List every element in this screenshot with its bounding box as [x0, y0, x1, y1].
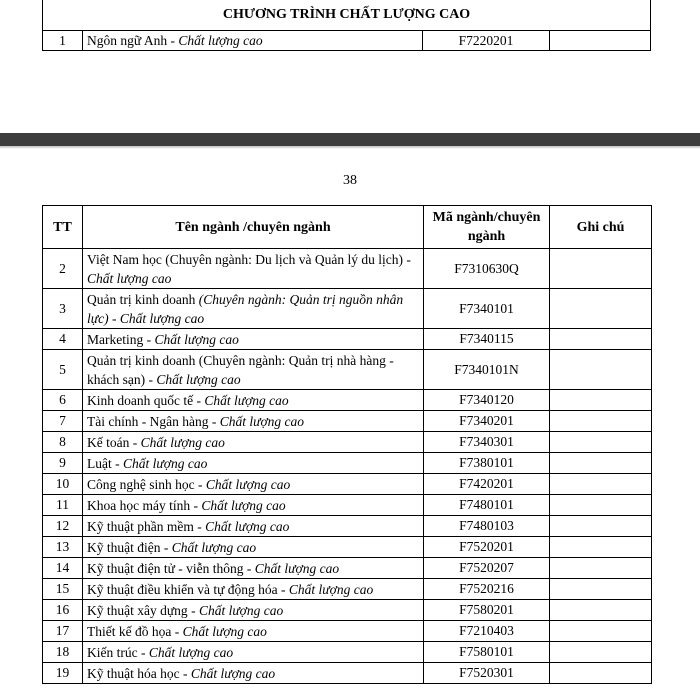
row-name: Kinh doanh quốc tế - Chất lượng cao	[83, 390, 424, 411]
page-separator-shadow	[0, 146, 700, 149]
row-tt: 11	[43, 495, 83, 516]
row-code: F7380101	[424, 453, 550, 474]
row-note	[550, 642, 652, 663]
row-tt: 19	[43, 663, 83, 684]
row-tt: 10	[43, 474, 83, 495]
row-note	[550, 31, 651, 51]
row-tt: 4	[43, 329, 83, 350]
row-name-suffix: Chất lượng cao	[288, 581, 374, 597]
row-name: Khoa học máy tính - Chất lượng cao	[83, 495, 424, 516]
row-note	[550, 390, 652, 411]
row-note	[550, 558, 652, 579]
row-name-text: Kinh doanh quốc tế	[87, 392, 194, 408]
row-name: Quản trị kinh doanh (Chuyên ngành: Quản trị nhà hàng - khách sạn) - Chất lượng cao	[83, 350, 424, 390]
row-note	[550, 350, 652, 390]
row-code: F7210403	[424, 621, 550, 642]
row-name-text: Tài chính - Ngân hàng	[87, 413, 209, 429]
row-code: F7520207	[424, 558, 550, 579]
row-name-suffix: Chất lượng cao	[219, 413, 305, 429]
section-title: CHƯƠNG TRÌNH CHẤT LƯỢNG CAO	[43, 0, 651, 31]
table-row	[43, 390, 652, 411]
row-name-suffix: Chất lượng cao	[254, 560, 340, 576]
row-name-text: Kỹ thuật điện tử - viễn thông	[87, 560, 244, 576]
row-name-text: Quản trị kinh doanh	[87, 291, 199, 307]
row-note	[550, 453, 652, 474]
row-name: Kỹ thuật hóa học - Chất lượng cao	[83, 663, 424, 684]
row-name: Tài chính - Ngân hàng - Chất lượng cao	[83, 411, 424, 432]
row-name: Kỹ thuật xây dựng - Chất lượng cao	[83, 600, 424, 621]
row-note	[550, 289, 652, 329]
table-row	[43, 579, 652, 600]
header-code: Mã ngành/chuyên ngành	[424, 206, 550, 249]
row-code: F7340115	[424, 329, 550, 350]
header-note: Ghi chú	[550, 206, 652, 249]
table-row	[43, 558, 652, 579]
table-row	[43, 474, 652, 495]
table-row	[43, 600, 652, 621]
row-name-suffix: Chất lượng cao	[154, 331, 239, 347]
row-name-text: Kỹ thuật phần mềm	[87, 518, 194, 534]
page-number: 38	[343, 173, 357, 188]
row-code: F7420201	[424, 474, 550, 495]
row-name-text: Quản trị kinh doanh (Chuyên ngành: Quản trị nhà hàng - khách sạn)	[87, 352, 394, 387]
row-note	[550, 663, 652, 684]
row-code: F7580101	[424, 642, 550, 663]
row-name-text: Kỹ thuật xây dựng	[87, 602, 188, 618]
table-row	[43, 537, 652, 558]
row-name: Kế toán - Chất lượng cao	[83, 432, 424, 453]
row-code: F7310630Q	[424, 249, 550, 289]
row-code: F7340301	[424, 432, 550, 453]
row-tt: 17	[43, 621, 83, 642]
table-row	[43, 289, 652, 329]
row-note	[550, 621, 652, 642]
row-name: Marketing - Chất lượng cao	[83, 329, 424, 350]
row-name-suffix: Chất lượng cao	[198, 602, 284, 618]
table-row	[43, 249, 652, 289]
row-note	[550, 411, 652, 432]
row-name-suffix: Chất lượng cao	[87, 270, 172, 286]
table-row	[43, 329, 652, 350]
row-code: F7480101	[424, 495, 550, 516]
header-name: Tên ngành /chuyên ngành	[83, 206, 424, 249]
page-separator	[0, 133, 700, 146]
row-name-suffix: Chất lượng cao	[148, 644, 234, 660]
row-tt: 9	[43, 453, 83, 474]
row-name-suffix: Chất lượng cao	[171, 539, 257, 555]
row-code: F7340101	[424, 289, 550, 329]
table-header-row	[43, 206, 652, 249]
row-name-text: Marketing	[87, 331, 144, 347]
row-name-suffix: Chất lượng cao	[201, 497, 286, 513]
row-tt: 3	[43, 289, 83, 329]
row-name-text: Thiết kế đồ họa	[87, 623, 172, 639]
row-name: Công nghệ sinh học - Chất lượng cao	[83, 474, 424, 495]
row-note	[550, 516, 652, 537]
row-code: F7340201	[424, 411, 550, 432]
row-code: F7520216	[424, 579, 550, 600]
row-name: Kỹ thuật điện - Chất lượng cao	[83, 537, 424, 558]
row-tt: 14	[43, 558, 83, 579]
table-row	[43, 495, 652, 516]
row-tt: 2	[43, 249, 83, 289]
row-name: Thiết kế đồ họa - Chất lượng cao	[83, 621, 424, 642]
row-tt: 18	[43, 642, 83, 663]
row-name-text: Khoa học máy tính	[87, 497, 191, 513]
row-name-text: Kế toán	[87, 434, 130, 450]
row-name-suffix: Chất lượng cao	[204, 392, 289, 408]
table-row	[43, 432, 652, 453]
row-note	[550, 537, 652, 558]
row-tt: 6	[43, 390, 83, 411]
table-row	[43, 453, 652, 474]
row-name-suffix: Chất lượng cao	[156, 371, 241, 387]
row-name-suffix: Chất lượng cao	[140, 434, 225, 450]
programs-table	[42, 205, 652, 684]
row-tt: 15	[43, 579, 83, 600]
row-name-suffix: Chất lượng cao	[182, 623, 267, 639]
row-name-text: Kỹ thuật hóa học	[87, 665, 180, 681]
row-name: Việt Nam học (Chuyên ngành: Du lịch và Quản lý du lịch) - Chất lượng cao	[83, 249, 424, 289]
header-tt: TT	[43, 206, 83, 249]
row-tt: 8	[43, 432, 83, 453]
table-row	[43, 663, 652, 684]
row-name: Kỹ thuật điện tử - viễn thông - Chất lượng cao	[83, 558, 424, 579]
row-name-suffix: Chất lượng cao	[119, 310, 205, 326]
row-note	[550, 329, 652, 350]
row-note	[550, 432, 652, 453]
row-note	[550, 474, 652, 495]
row-code: F7480103	[424, 516, 550, 537]
row-name-text: Kiến trúc	[87, 644, 138, 660]
row-name-text: Việt Nam học (Chuyên ngành: Du lịch và Quản lý du lịch)	[87, 251, 403, 267]
row-name: Kiến trúc - Chất lượng cao	[83, 642, 424, 663]
row-name-text: Kỹ thuật điều khiển và tự động hóa	[87, 581, 278, 597]
table-body	[43, 249, 652, 684]
row-tt: 7	[43, 411, 83, 432]
row-note	[550, 249, 652, 289]
row-tt: 13	[43, 537, 83, 558]
row-tt: 16	[43, 600, 83, 621]
row-name-text: Ngôn ngữ Anh	[87, 33, 168, 48]
table-row	[43, 516, 652, 537]
row-note	[550, 600, 652, 621]
row-note	[550, 495, 652, 516]
row-name: Kỹ thuật phần mềm - Chất lượng cao	[83, 516, 424, 537]
row-code: F7520301	[424, 663, 550, 684]
row-code: F7340120	[424, 390, 550, 411]
row-note	[550, 579, 652, 600]
table-row	[43, 642, 652, 663]
table-row	[43, 411, 652, 432]
row-name-text: Công nghệ sinh học	[87, 476, 195, 492]
row-tt: 5	[43, 350, 83, 390]
top-table	[42, 0, 651, 51]
table-row	[43, 31, 651, 51]
row-name-suffix: Chất lượng cao	[178, 33, 263, 48]
row-name-suffix: Chất lượng cao	[190, 665, 276, 681]
row-tt: 1	[43, 31, 83, 51]
row-tt: 12	[43, 516, 83, 537]
row-name: Ngôn ngữ Anh - Chất lượng cao	[83, 31, 423, 51]
row-name-suffix: Chất lượng cao	[205, 518, 290, 534]
row-code: F7220201	[423, 31, 550, 51]
row-code: F7340101N	[424, 350, 550, 390]
row-name-suffix: Chất lượng cao	[123, 455, 208, 471]
row-name-text: Luật	[87, 455, 112, 471]
table-row	[43, 350, 652, 390]
row-name-suffix: Chất lượng cao	[205, 476, 291, 492]
row-name: Kỹ thuật điều khiển và tự động hóa - Chất lượng cao	[83, 579, 424, 600]
row-name: Quản trị kinh doanh (Chuyên ngành: Quản trị nguồn nhân lực) - Chất lượng cao	[83, 289, 424, 329]
row-code: F7520201	[424, 537, 550, 558]
row-code: F7580201	[424, 600, 550, 621]
row-name-text: Kỹ thuật điện	[87, 539, 161, 555]
row-name: Luật - Chất lượng cao	[83, 453, 424, 474]
table-row	[43, 621, 652, 642]
row-name-italic: (Chuyên ngành: Quản trị nguồn nhân lực)	[87, 291, 404, 326]
